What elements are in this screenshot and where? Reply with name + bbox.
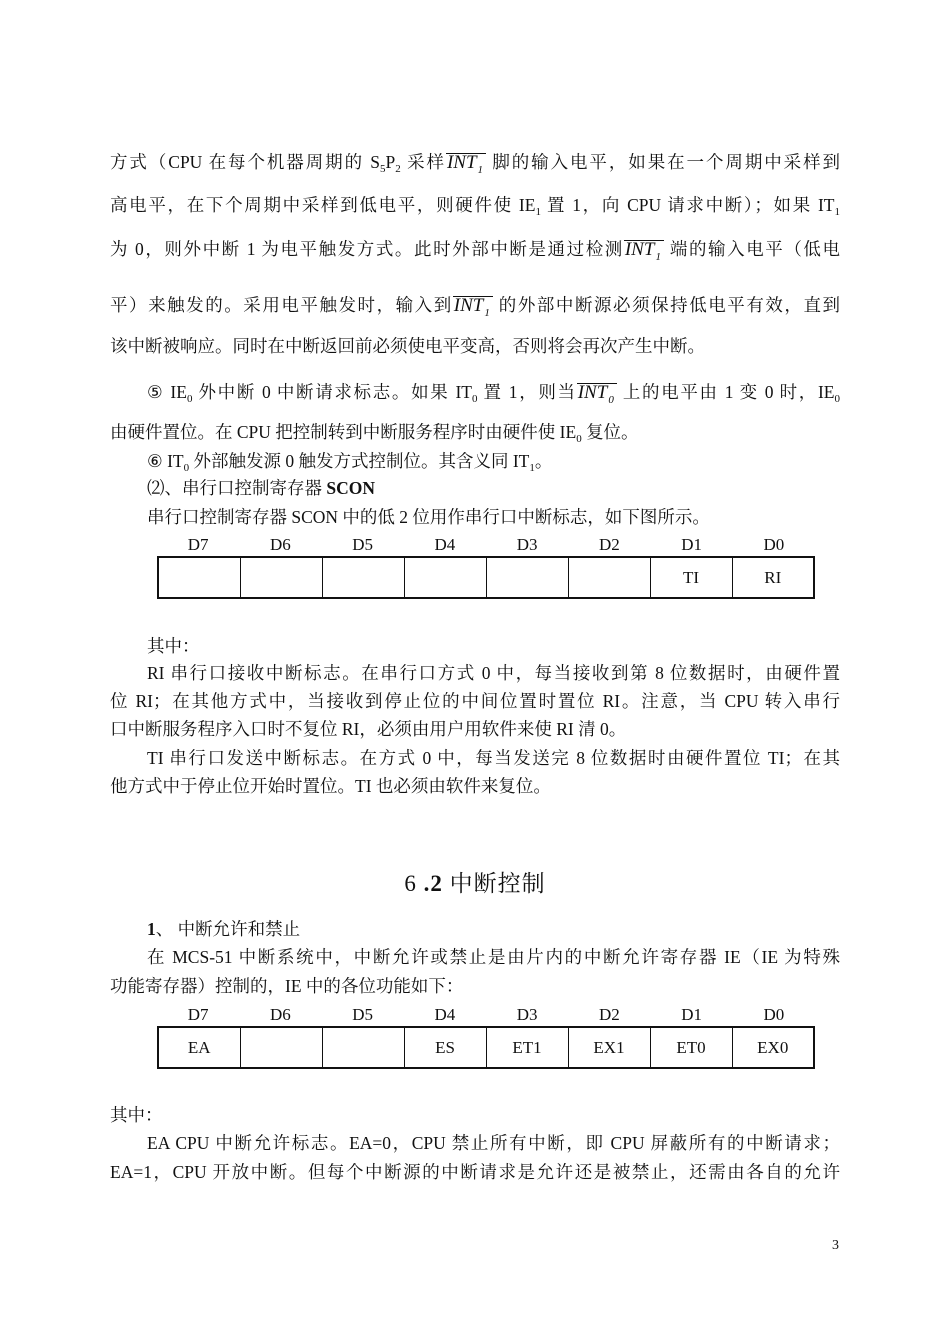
para1-line2: [110, 193, 840, 224]
bit-label: D3: [516, 1005, 538, 1024]
ie-desc-line2: 功能寄存器）控制的，IE 中的各位功能如下：: [110, 976, 464, 996]
bit-label: D1: [681, 1005, 703, 1024]
subscript: 1: [834, 206, 840, 218]
text: ⑤ IE: [147, 382, 187, 402]
text: 上的电平由 1 变 0 时，IE: [616, 382, 835, 402]
bit-label: D2: [598, 1005, 620, 1024]
bit-cell: [240, 557, 322, 598]
heading-number: 1: [147, 919, 156, 939]
int-label: INT: [624, 239, 655, 260]
text: 复位。: [581, 422, 639, 442]
text: 外部触发源 0 触发方式控制位。其含义同 IT: [189, 451, 530, 471]
scon-bold: SCON: [326, 478, 375, 498]
para1-line3: [110, 237, 840, 266]
para1-line1: [110, 150, 840, 181]
text: 脚的输入电平，如果在一个周期中采样到: [486, 152, 841, 172]
scon-heading: [147, 476, 375, 500]
subscript: 1: [535, 206, 541, 218]
text: 高电平，在下个周期中采样到低电平，则硬件使 IE: [110, 195, 536, 215]
bit-cell: EX0: [732, 1027, 814, 1068]
ie-register-table: [157, 1026, 815, 1069]
subscript: 5: [380, 163, 386, 175]
text: 、 中断允许和禁止: [155, 919, 301, 939]
subscript: 0: [186, 393, 193, 405]
text: 。: [534, 451, 553, 471]
text: 方式（CPU 在每个机器周期的 S: [110, 152, 381, 172]
text: 为 0，则外中断 1 为电平触发方式。此时外部中断是通过检测: [110, 239, 624, 259]
int0-overline: [577, 383, 617, 409]
bit-cell: [158, 557, 240, 598]
table-row: [158, 1027, 814, 1068]
ti-line2: 他方式中于停止位开始时置位。TI 也必须由软件来复位。: [110, 776, 551, 796]
para1-line4: [110, 293, 840, 322]
bit-cell: RI: [732, 557, 814, 598]
bit-cell: [322, 557, 404, 598]
int-subscript: 1: [655, 251, 661, 263]
int-label: INT: [446, 152, 477, 173]
ie-bit-headers: [157, 1005, 815, 1025]
bit-cell: [404, 557, 486, 598]
bit-cell: ET1: [486, 1027, 568, 1068]
bit-cell: EX1: [568, 1027, 650, 1068]
section-title-text: 中断控制: [442, 871, 546, 896]
int1-overline: [453, 296, 493, 322]
ie-desc-line1: 在 MCS-51 中断系统中，中断允许或禁止是由片内的中断允许寄存器 IE（IE 为特殊: [147, 947, 840, 967]
ie-where: 其中：: [110, 1105, 163, 1125]
text: 置 1，则当: [477, 382, 577, 402]
subscript: 0: [834, 393, 840, 405]
bit-label: D4: [434, 535, 456, 554]
item5-line2: [110, 420, 639, 451]
bit-cell: [568, 557, 650, 598]
scon-where: 其中：: [147, 636, 200, 656]
bit-label: D0: [763, 535, 785, 554]
subscript: 0: [472, 393, 478, 405]
bit-cell: TI: [650, 557, 732, 598]
bit-cell: ET0: [650, 1027, 732, 1068]
ri-line2: 位 RI；在其他方式中，当接收到停止位的中间位置时置位 RI。注意，当 CPU 转入串行: [110, 691, 840, 711]
bit-label: D1: [681, 535, 703, 554]
scon-description: 串行口控制寄存器 SCON 中的低 2 位用作串行口中断标志，如下图所示。: [147, 507, 710, 527]
text: ⑵、串行口控制寄存器: [147, 478, 327, 498]
int-subscript: 0: [608, 394, 614, 406]
table-row: [158, 557, 814, 598]
subscript: 2: [395, 163, 401, 175]
para1-line5: 该中断被响应。同时在中断返回前必须使电平变高，否则将会再次产生中断。: [110, 336, 705, 356]
text: 采样: [400, 152, 446, 172]
bit-cell: [240, 1027, 322, 1068]
section-number: 6: [404, 871, 424, 896]
text: 置 1，向 CPU 请求中断）；如果 IT: [540, 195, 835, 215]
page-number: 3: [832, 1238, 839, 1253]
bit-label: D7: [187, 535, 209, 554]
item5-line1: [147, 380, 840, 411]
int-subscript: 1: [484, 307, 490, 319]
bit-label: D6: [269, 1005, 291, 1024]
subscript: 1: [529, 462, 535, 474]
bit-label: D2: [598, 535, 620, 554]
bit-label: D0: [763, 1005, 785, 1024]
int-subscript: 1: [477, 164, 484, 176]
bit-cell: EA: [158, 1027, 240, 1068]
ie-heading: [147, 917, 300, 941]
bit-cell: ES: [404, 1027, 486, 1068]
bit-cell: [322, 1027, 404, 1068]
int-label: INT: [453, 295, 484, 316]
int1-overline: [446, 153, 486, 179]
bit-label: D6: [269, 535, 291, 554]
scon-bit-headers: [157, 535, 815, 555]
ri-line3: 口中断服务程序入口时不复位 RI，必须由用户用软件来使 RI 清 0。: [110, 719, 627, 739]
text: 的外部中断源必须保持低电平有效，直到: [492, 295, 841, 315]
subscript: 0: [576, 433, 582, 445]
bit-label: D4: [434, 1005, 456, 1024]
ri-line1: RI 串行口接收中断标志。在串行口方式 0 中，每当接收到第 8 位数据时，由硬件置: [147, 663, 840, 683]
ti-line1: TI 串行口发送中断标志。在方式 0 中，每当发送完 8 位数据时由硬件置位 TI；在其: [147, 748, 840, 768]
section-number-bold: .2: [423, 871, 443, 896]
int1-overline: [624, 240, 664, 266]
bit-label: D5: [352, 1005, 374, 1024]
subscript: 0: [183, 462, 190, 474]
ea-line2: EA=1，CPU 开放中断。但每个中断源的中断请求是允许还是被禁止，还需由各自的允许: [110, 1162, 840, 1182]
text: 由硬件置位。在 CPU 把控制转到中断服务程序时由硬件使 IE: [110, 422, 577, 442]
text: ⑥ IT: [147, 451, 184, 471]
scon-register-table: [157, 556, 815, 599]
section-title: [0, 865, 950, 898]
int-label: INT: [577, 382, 608, 403]
text: P: [385, 152, 396, 172]
bit-label: D3: [516, 535, 538, 554]
text: 端的输入电平（低电: [663, 239, 841, 259]
bit-label: D7: [187, 1005, 209, 1024]
bit-cell: [486, 557, 568, 598]
text: 平）来触发的。采用电平触发时，输入到: [110, 295, 453, 315]
ea-line1: EA CPU 中断允许标志。EA=0，CPU 禁止所有中断，即 CPU 屏蔽所有的中断请求；: [147, 1133, 840, 1153]
text: 外中断 0 中断请求标志。如果 IT: [192, 382, 472, 402]
bit-label: D5: [352, 535, 374, 554]
